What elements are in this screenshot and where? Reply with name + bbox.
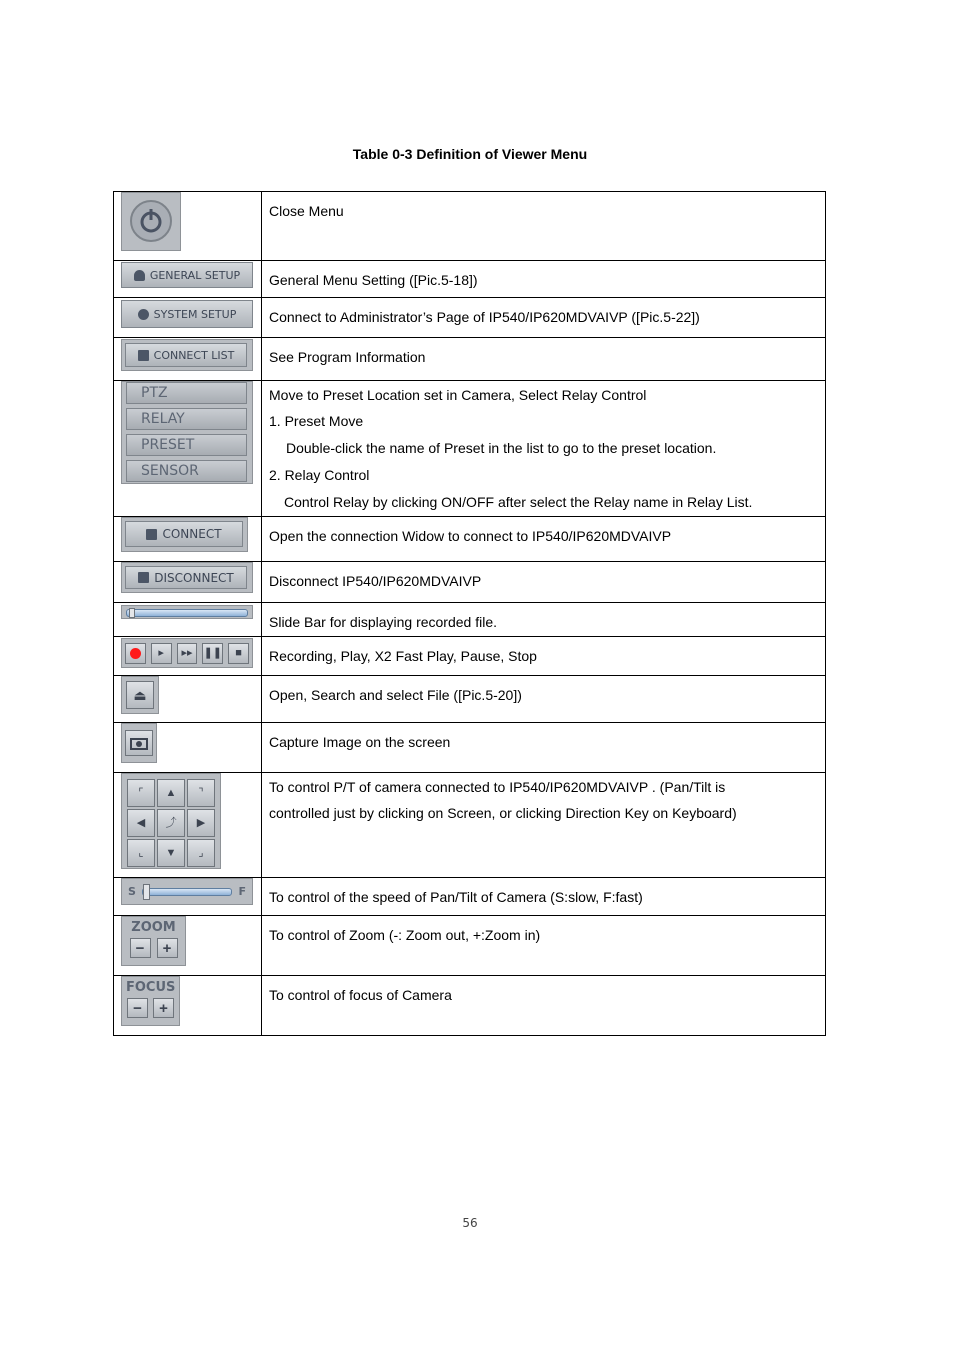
table-row: [114, 261, 826, 298]
row-description: Open, Search and select File ([Pic.5-20]): [262, 676, 826, 723]
table-row: [114, 976, 826, 1036]
ptz-button[interactable]: PTZ: [126, 382, 247, 404]
up-arrow-icon[interactable]: ▲: [157, 779, 185, 807]
down-arrow-icon[interactable]: ▼: [157, 839, 185, 867]
fast-forward-icon[interactable]: ▸▸: [177, 643, 198, 664]
sensor-button[interactable]: SENSOR: [126, 460, 247, 482]
row-description: To control P/T of camera connected to IP540/IP620MDVAIVP . (Pan/Tilt is controlled just by clicking on Screen, or clicking Direction Key on Keyboard): [262, 773, 826, 878]
page-number: 56: [462, 1216, 478, 1230]
general-setup-button[interactable]: GENERAL SETUP: [121, 262, 253, 288]
connect-icon: [146, 529, 157, 540]
focus-plus-icon[interactable]: +: [153, 998, 174, 1018]
list-icon: [138, 350, 149, 361]
connect-list-button[interactable]: CONNECT LIST: [125, 343, 247, 367]
table-row: [114, 517, 826, 562]
slider-thumb[interactable]: [143, 884, 150, 900]
row-description: Recording, Play, X2 Fast Play, Pause, Stop: [262, 637, 826, 676]
record-icon[interactable]: [125, 643, 146, 664]
table-row: [114, 381, 826, 517]
row-description: Slide Bar for displaying recorded file.: [262, 603, 826, 637]
grid-icon: [138, 572, 149, 583]
row-description: General Menu Setting ([Pic.5-18]): [262, 261, 826, 298]
slider-thumb[interactable]: [129, 608, 135, 618]
table-row: [114, 916, 826, 976]
table-row: [114, 192, 826, 261]
table-caption: Table 0-3 Definition of Viewer Menu: [352, 146, 588, 162]
table-row: [114, 338, 826, 381]
focus-label: FOCUS: [126, 980, 176, 995]
power-icon: [121, 192, 181, 251]
disconnect-button[interactable]: DISCONNECT: [125, 566, 247, 589]
zoom-out-icon[interactable]: −: [130, 938, 151, 958]
direction-pad: [121, 773, 221, 869]
up-right-icon[interactable]: ⌝: [187, 779, 215, 807]
row-description: Close Menu: [262, 192, 826, 261]
row-description: To control of the speed of Pan/Tilt of Camera (S:slow, F:fast): [262, 878, 826, 916]
table-row: [114, 298, 826, 338]
fast-label: F: [238, 885, 246, 898]
table-row: [114, 878, 826, 916]
row-description: Connect to Administrator’s Page of IP540/IP620MDVAIVP ([Pic.5-22]): [262, 298, 826, 338]
home-icon[interactable]: ⤴: [157, 809, 185, 837]
table-row: [114, 773, 826, 878]
table-row: [114, 603, 826, 637]
down-left-icon[interactable]: ⌞: [127, 839, 155, 867]
right-arrow-icon[interactable]: ▶: [187, 809, 215, 837]
row-description: To control of focus of Camera: [262, 976, 826, 1036]
pause-icon[interactable]: ❚❚: [202, 643, 223, 664]
stop-icon[interactable]: ■: [228, 643, 249, 664]
row-description: Disconnect IP540/IP620MDVAIVP: [262, 562, 826, 603]
slow-label: S: [128, 885, 136, 898]
system-setup-button[interactable]: SYSTEM SETUP: [121, 300, 253, 328]
focus-minus-icon[interactable]: −: [127, 998, 148, 1018]
preset-button[interactable]: PRESET: [126, 434, 247, 456]
table-row: [114, 723, 826, 773]
table-row: [114, 637, 826, 676]
zoom-label: ZOOM: [131, 920, 176, 935]
connect-button[interactable]: CONNECT: [125, 521, 243, 547]
eject-icon[interactable]: ⏏: [126, 681, 154, 709]
row-description: Move to Preset Location set in Camera, Select Relay Control 1. Preset Move Double-click the name of Preset in the list to go to the preset location. 2. Relay Control Control Relay by clicking ON/OFF after select the Relay name in Relay List.: [262, 381, 826, 517]
relay-button[interactable]: RELAY: [126, 408, 247, 430]
row-description: To control of Zoom (-: Zoom out, +:Zoom in): [262, 916, 826, 976]
playback-slider[interactable]: [126, 609, 248, 617]
table-row: [114, 676, 826, 723]
row-description: See Program Information: [262, 338, 826, 381]
gear-icon: [138, 309, 149, 320]
row-description: Open the connection Widow to connect to IP540/IP620MDVAIVP: [262, 517, 826, 562]
row-description: Capture Image on the screen: [262, 723, 826, 773]
speed-slider[interactable]: [142, 888, 233, 896]
zoom-in-icon[interactable]: +: [157, 938, 178, 958]
down-right-icon[interactable]: ⌟: [187, 839, 215, 867]
play-icon[interactable]: ▸: [151, 643, 172, 664]
viewer-menu-table: [113, 191, 826, 1036]
user-icon: [134, 270, 145, 281]
up-left-icon[interactable]: ⌜: [127, 779, 155, 807]
left-arrow-icon[interactable]: ◀: [127, 809, 155, 837]
camera-icon[interactable]: [125, 730, 153, 756]
table-row: [114, 562, 826, 603]
